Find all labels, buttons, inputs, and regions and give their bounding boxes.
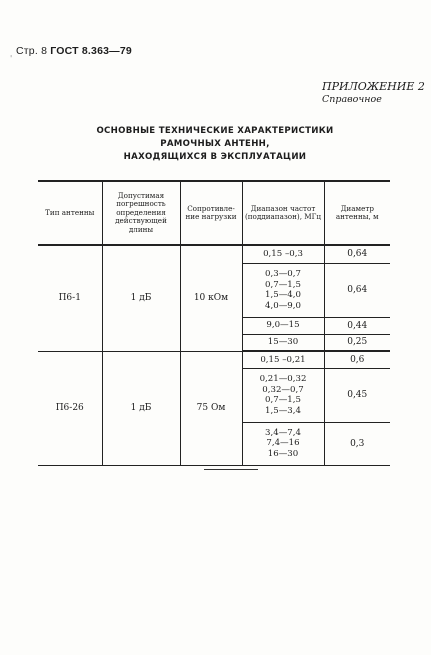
column-header: Диапазон частот (поддиапазон), МГц <box>242 181 324 245</box>
error-cell: 1 дБ <box>102 245 180 351</box>
diameter-cell: 0,25 <box>324 334 390 351</box>
range-line: 0,7—1,5 <box>265 395 301 405</box>
standard-id: ГОСТ 8.363—79 <box>50 45 132 57</box>
range-line: 16—30 <box>267 448 299 459</box>
column-header: Тип антенны <box>38 181 102 245</box>
diameter-cell: 0,6 <box>324 351 390 368</box>
range-line: 0,21—0,32 <box>259 374 307 384</box>
diameter-cell: 0,3 <box>324 422 390 465</box>
range-line: 15—30 <box>267 337 299 347</box>
load-cell: 75 Ом <box>180 351 242 465</box>
range-line: 0,7—1,5 <box>265 279 301 290</box>
table-header-row <box>38 181 390 245</box>
range-line: 0,3—0,7 <box>265 269 301 279</box>
appendix-title: ПРИЛОЖЕНИЕ 2 <box>322 80 425 93</box>
load-cell: 10 кОм <box>180 245 242 351</box>
frequency-range-cell <box>242 317 324 334</box>
appendix-label <box>322 80 425 106</box>
diameter-cell: 0,64 <box>324 263 390 317</box>
title-line-2: НАХОДЯЩИХСЯ В ЭКСПЛУАТАЦИИ <box>123 152 307 162</box>
column-header: Диаметр антенны, м <box>324 181 390 245</box>
range-line: 0,15 –0,21 <box>260 354 306 365</box>
antenna-spec-table <box>38 180 390 466</box>
range-line: 1,5—4,0 <box>265 290 301 300</box>
frequency-range-cell <box>242 245 324 263</box>
title-line-1: ОСНОВНЫЕ ТЕХНИЧЕСКИЕ ХАРАКТЕРИСТИКИ РАМОЧНЫХ АНТЕНН, <box>96 126 334 149</box>
range-line: 3,4—7,4 <box>265 427 301 438</box>
page-number: Стр. 8 <box>16 45 48 57</box>
diameter-cell: 0,64 <box>324 245 390 263</box>
range-line: 0,15 –0,3 <box>263 249 303 259</box>
antenna-type-cell: П6-1 <box>38 245 102 351</box>
edge-mark: ' <box>10 54 13 63</box>
range-line: 1,5—3,4 <box>265 405 301 416</box>
antenna-type-cell: П6-26 <box>38 351 102 465</box>
appendix-subtitle: Справочное <box>322 94 382 105</box>
page-header <box>16 45 132 57</box>
range-line: 7,4—16 <box>266 438 300 449</box>
frequency-range-cell <box>242 351 324 368</box>
frequency-range-cell <box>242 334 324 351</box>
end-rule <box>204 469 258 470</box>
frequency-range-cell <box>242 368 324 422</box>
frequency-range-cell <box>242 263 324 317</box>
document-title <box>70 125 360 164</box>
table-row <box>38 245 390 263</box>
error-cell: 1 дБ <box>102 351 180 465</box>
range-line: 0,32—0,7 <box>262 384 304 395</box>
column-header: Сопротивле-ние нагрузки <box>180 181 242 245</box>
table-row <box>38 351 390 368</box>
range-line: 9,0—15 <box>266 320 300 331</box>
range-line: 4,0—9,0 <box>265 300 301 311</box>
column-header: Допустимая погрешность определения действующей длины <box>102 181 180 245</box>
diameter-cell: 0,45 <box>324 368 390 422</box>
diameter-cell: 0,44 <box>324 317 390 334</box>
frequency-range-cell <box>242 422 324 465</box>
